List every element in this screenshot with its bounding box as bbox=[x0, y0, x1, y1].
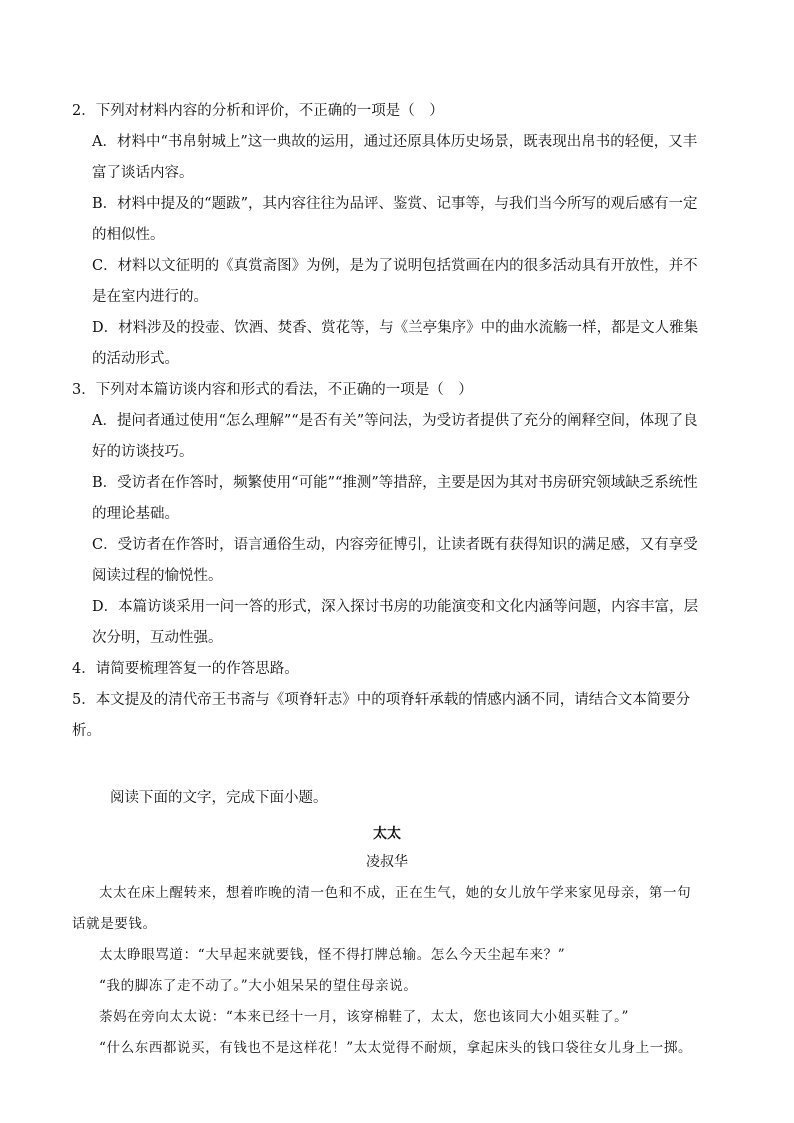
question-stem: 5．本文提及的清代帝王书斋与《项脊轩志》中的项脊轩承载的情感内涵不同，请结合文本简要分析。 bbox=[72, 692, 691, 739]
question-2 bbox=[72, 96, 702, 375]
question-stem: 4．请简要梳理答复一的作答思路。 bbox=[72, 661, 299, 677]
option-b: B．受访者在作答时，频繁使用“可能”“推测”等措辞，主要是因为其对书房研究领域缺乏系统性的理论基础。 bbox=[92, 475, 698, 522]
story-paragraph: 荼妈在旁向太太说：“本来已经十一月，该穿棉鞋了，太太，您也该同大小姐买鞋了。” bbox=[99, 1009, 629, 1025]
option-d: D．本篇访谈采用一问一答的形式，深入探讨书房的功能演变和文化内涵等问题，内容丰富，层次分明，互动性强。 bbox=[92, 599, 699, 646]
option-a: A．材料中“书帛射城上”这一典故的运用，通过还原具体历史场景，既表现出帛书的轻便，又丰富了谈话内容。 bbox=[92, 134, 698, 181]
option-a: A．提问者通过使用“怎么理解”“是否有关”等问法，为受访者提供了充分的阐释空间，体现了良好的访谈技巧。 bbox=[92, 413, 698, 460]
story-paragraph: “什么东西都说买，有钱也不是这样花！”太太觉得不耐烦，拿起床头的钱口袋往女儿身上一掷。 bbox=[99, 1040, 693, 1056]
story-paragraph: 太太在床上醒转来，想着昨晚的清一色和不成，正在生气，她的女儿放午学来家见母亲，第一句话就是要钱。 bbox=[72, 885, 692, 932]
option-d: D．材料涉及的投壶、饮酒、焚香、赏花等，与《兰亭集序》中的曲水流觞一样，都是文人雅集的活动形式。 bbox=[92, 320, 699, 367]
option-c: C．材料以文征明的《真赏斋图》为例，是为了说明包括赏画在内的很多活动具有开放性，并不是在室内进行的。 bbox=[92, 258, 698, 305]
story-paragraph: “我的脚冻了走不动了。”大小姐呆呆的望住母亲说。 bbox=[99, 978, 418, 994]
question-stem: 3．下列对本篇访谈内容和形式的看法，不正确的一项是（ ） bbox=[72, 382, 473, 398]
question-stem: 2．下列对材料内容的分析和评价，不正确的一项是（ ） bbox=[72, 103, 444, 119]
story-author: 凌叔华 bbox=[366, 854, 408, 870]
question-4 bbox=[72, 654, 702, 685]
reading-section bbox=[72, 783, 702, 814]
option-b: B．材料中提及的“题跋”，其内容往往为品评、鉴赏、记事等，与我们当今所写的观后感有一定的相似性。 bbox=[92, 196, 698, 243]
story-paragraph: 太太睁眼骂道：“大早起来就要钱，怪不得打牌总输。怎么今天尘起车来？” bbox=[99, 947, 566, 963]
reading-instruction: 阅读下面的文字，完成下面小题。 bbox=[110, 790, 328, 806]
question-5 bbox=[72, 685, 702, 747]
story-title: 太太 bbox=[373, 826, 401, 842]
story-text bbox=[72, 878, 702, 1064]
question-3 bbox=[72, 375, 702, 654]
option-c: C．受访者在作答时，语言通俗生动，内容旁征博引，让读者既有获得知识的满足感，又有享受阅读过程的愉悦性。 bbox=[92, 537, 698, 584]
